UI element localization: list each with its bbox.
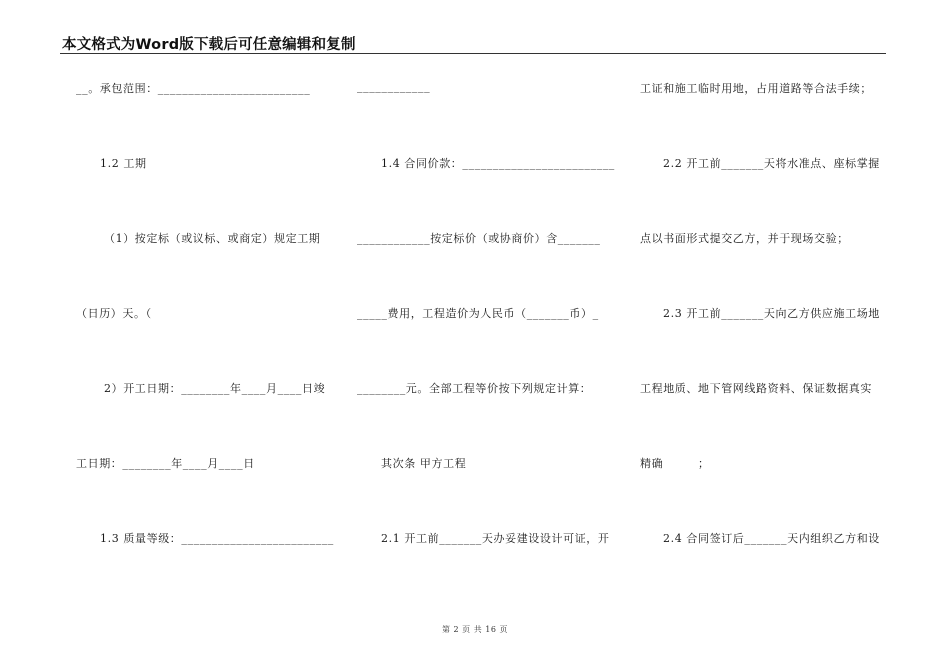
- text-line: 1.3 质量等级：_________________________: [100, 532, 334, 545]
- text-line: 2.4 合同签订后_______天内组织乙方和设: [663, 532, 880, 545]
- text-line: 精确 ；: [640, 457, 710, 470]
- text-line: 1.2 工期: [100, 157, 147, 170]
- text-line: 2.3 开工前_______天向乙方供应施工场地: [663, 307, 880, 320]
- text-line: 2）开工日期：________年____月____日竣: [104, 382, 326, 395]
- text-line: （日历）天。（: [76, 307, 152, 320]
- text-line: 1.4 合同价款：_________________________: [381, 157, 615, 170]
- text-line: ____________按定标价（或协商价）含_______: [357, 232, 601, 245]
- text-line: ________元。全部工程等价按下列规定计算：: [357, 382, 592, 395]
- page-header-title: 本文格式为Word版下载后可任意编辑和复制: [62, 37, 356, 53]
- text-line: 2.2 开工前_______天将水准点、座标掌握: [663, 157, 880, 170]
- header-divider: [60, 53, 886, 54]
- text-line: 其次条 甲方工程: [381, 457, 467, 470]
- text-line: __。承包范围：_________________________: [76, 82, 311, 95]
- text-line: 工程地质、地下管网线路资料、保证数据真实: [640, 382, 872, 395]
- text-line: _____费用，工程造价为人民币（_______币）_: [357, 307, 599, 320]
- text-line: 工日期：________年____月____日: [76, 457, 255, 470]
- text-line: 工证和施工临时用地，占用道路等合法手续；: [640, 82, 872, 95]
- text-line: 点以书面形式提交乙方，并于现场交验；: [640, 232, 849, 245]
- text-line: （1）按定标（或议标、或商定）规定工期: [104, 232, 321, 245]
- text-line: ____________: [357, 80, 431, 93]
- page-number-footer: 第 2 页 共 16 页: [442, 625, 508, 634]
- text-line: 2.1 开工前_______天办妥建设设计可证，开: [381, 532, 610, 545]
